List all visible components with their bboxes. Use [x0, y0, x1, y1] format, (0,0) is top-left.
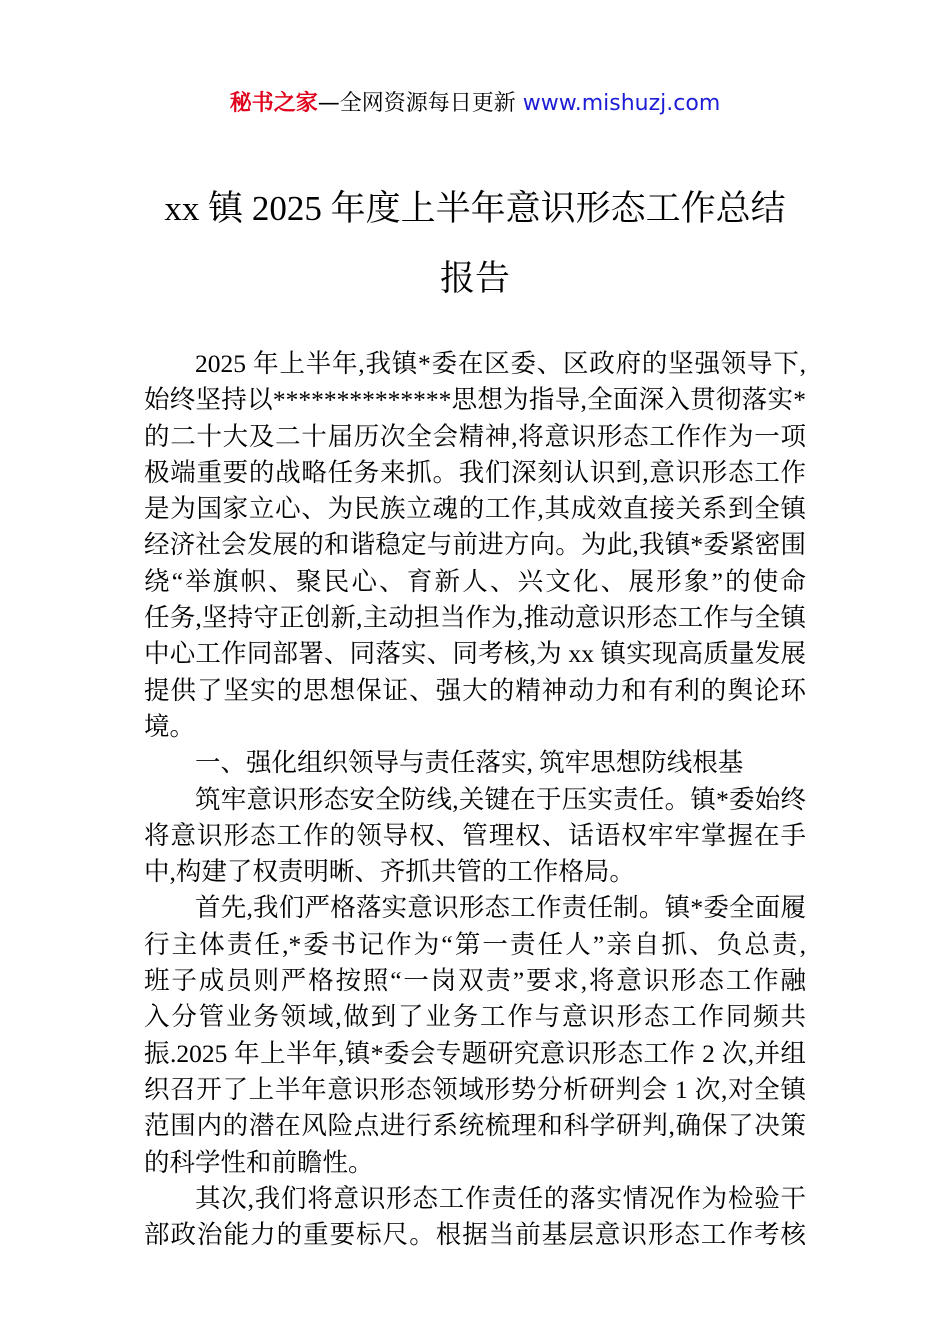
- body-line: 振.2025 年上半年,镇*委会专题研究意识形态工作 2 次,并组: [144, 1038, 806, 1068]
- body-line: 行主体责任,*委书记作为“第一责任人”亲自抓、负总责,: [144, 929, 806, 959]
- body-line: 入分管业务领域,做到了业务工作与意识形态工作同频共: [144, 1002, 806, 1032]
- body-line: 筑牢意识形态安全防线,关键在于压实责任。镇*委始终: [195, 784, 806, 814]
- body-line: 将意识形态工作的领导权、管理权、话语权牢牢掌握在手: [144, 820, 806, 850]
- document-body: [144, 346, 806, 1253]
- body-line: 提供了坚实的思想保证、强大的精神动力和有利的舆论环: [144, 675, 806, 705]
- body-line: 范围内的潜在风险点进行系统梳理和科学研判,确保了决策: [144, 1111, 806, 1141]
- body-line: 中,构建了权责明晰、齐抓共管的工作格局。: [144, 857, 635, 887]
- body-line: 中心工作同部署、同落实、同考核,为 xx 镇实现高质量发展: [144, 639, 806, 669]
- site-url-link[interactable]: www.mishuzj.com: [522, 91, 721, 116]
- body-line: 2025 年上半年,我镇*委在区委、区政府的坚强领导下,: [195, 349, 806, 378]
- body-line: 的二十大及二十届历次全会精神,将意识形态工作作为一项: [144, 421, 806, 451]
- site-header: [0, 88, 950, 120]
- body-line: 境。: [144, 711, 196, 741]
- body-line: 其次,我们将意识形态工作责任的落实情况作为检验干: [195, 1183, 806, 1213]
- body-line: 极端重要的战略任务来抓。我们深刻认识到,意识形态工作: [144, 457, 806, 487]
- body-line: 部政治能力的重要标尺。根据当前基层意识形态工作考核: [144, 1220, 806, 1250]
- body-line: 经济社会发展的和谐稳定与前进方向。为此,我镇*委紧密围: [144, 530, 806, 560]
- body-line: 织召开了上半年意识形态领域形势分析研判会 1 次,对全镇: [144, 1074, 806, 1104]
- document-title-line-2: 报告: [439, 259, 510, 298]
- body-line: 的科学性和前瞻性。: [144, 1147, 374, 1177]
- site-brand: 秘书之家: [229, 91, 318, 116]
- document-title-line-1: xx 镇 2025 年度上半年意识形态工作总结: [164, 189, 786, 228]
- body-line: 绕“举旗帜、聚民心、育新人、兴文化、展形象”的使命: [144, 566, 806, 596]
- section-heading: 一、强化组织领导与责任落实, 筑牢思想防线根基: [195, 748, 744, 778]
- body-line: 首先,我们严格落实意识形态工作责任制。镇*委全面履: [195, 893, 806, 923]
- body-line: 始终坚持以**************思想为指导,全面深入贯彻落实*: [144, 385, 806, 415]
- body-line: 班子成员则严格按照“一岗双责”要求,将意识形态工作融: [144, 966, 806, 996]
- site-tagline: —全网资源每日更新: [317, 91, 523, 116]
- body-line: 任务,坚持守正创新,主动担当作为,推动意识形态工作与全镇: [144, 603, 806, 633]
- body-line: 是为国家立心、为民族立魂的工作,其成效直接关系到全镇: [144, 494, 806, 524]
